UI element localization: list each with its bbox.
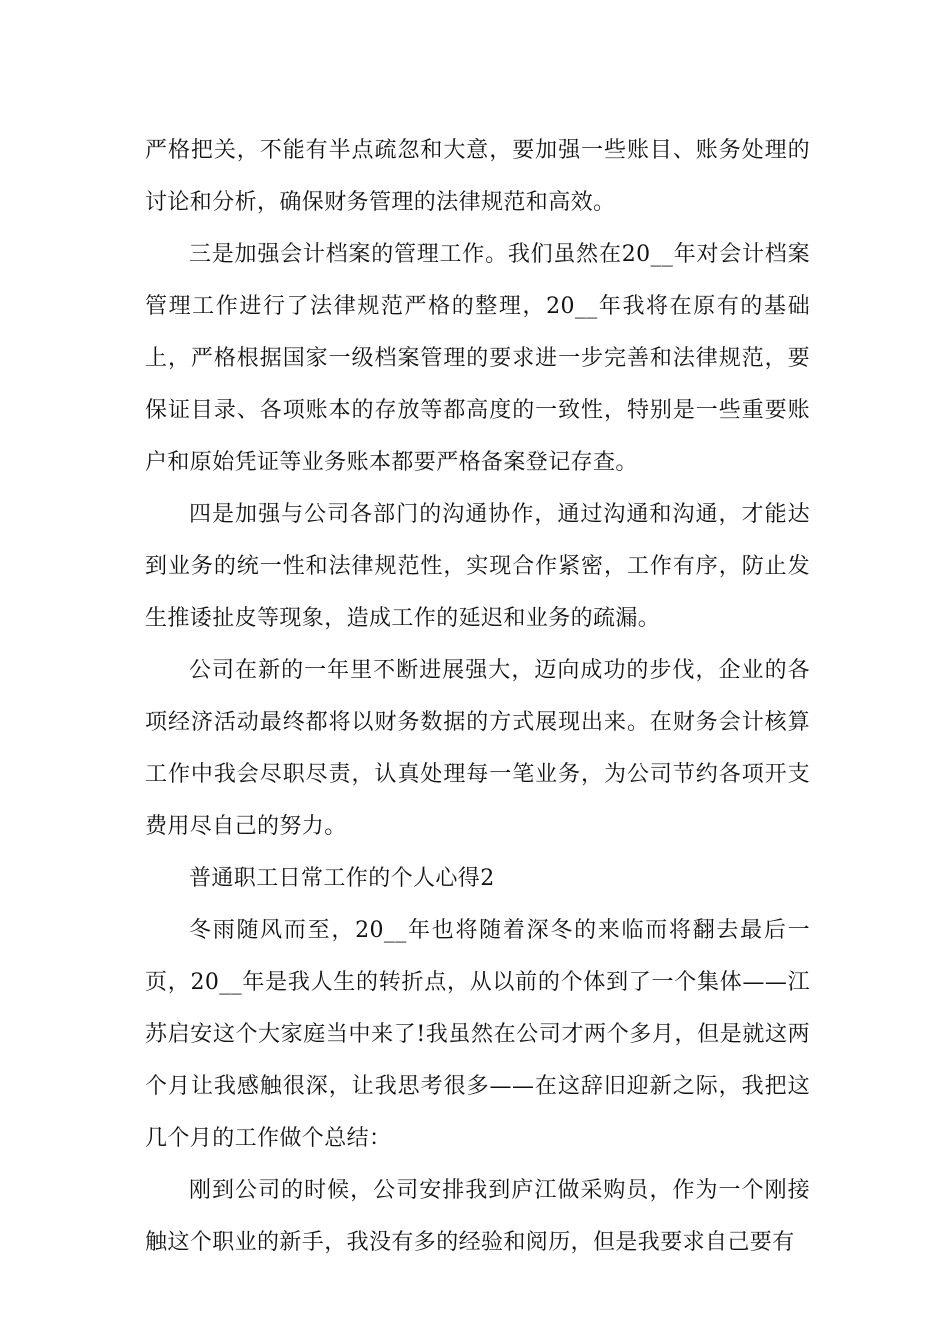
paragraph-year-summary: 冬雨随风而至，20__年也将随着深冬的来临而将翻去最后一页，20__年是我人生的转折点，从以前的个体到了一个集体——江苏启安这个大家庭当中来了!我虽然在公司才两个多月，但是就这两个月让我感触很深，让我思考很多——在这辞旧迎新之际，我把这几个月的工作做个总结： [145, 918, 810, 1151]
paragraph-archive-management: 三是加强会计档案的管理工作。我们虽然在20__年对会计档案管理工作进行了法律规范严格的整理，20__年我将在原有的基础上，严格根据国家一级档案管理的要求进一步完善和法律规范，要保证目录、各项账本的存放等都高度的一致性，特别是一些重要账户和原始凭证等业务账本都要严格备案登记存查。 [145, 242, 810, 475]
document-body [145, 125, 810, 1269]
paragraph-department-communication: 四是加强与公司各部门的沟通协作，通过沟通和沟通，才能达到业务的统一性和法律规范性，实现合作紧密，工作有序，防止发生推诿扯皮等现象，造成工作的延迟和业务的疏漏。 [145, 502, 810, 631]
paragraph-continuation: 严格把关，不能有半点疏忽和大意，要加强一些账目、账务处理的讨论和分析，确保财务管理的法律规范和高效。 [145, 138, 810, 215]
section-heading: 普通职工日常工作的个人心得2 [189, 866, 495, 891]
paragraph-company-outlook: 公司在新的一年里不断进展强大，迈向成功的步伐，企业的各项经济活动最终都将以财务数据的方式展现出来。在财务会计核算工作中我会尽职尽责，认真处理每一笔业务，为公司节约各项开支费用尽自己的努力。 [145, 658, 810, 839]
paragraph-first-days: 刚到公司的时候，公司安排我到庐江做采购员，作为一个刚接触这个职业的新手，我没有多的经验和阅历，但是我要求自己要有 [145, 1178, 810, 1255]
